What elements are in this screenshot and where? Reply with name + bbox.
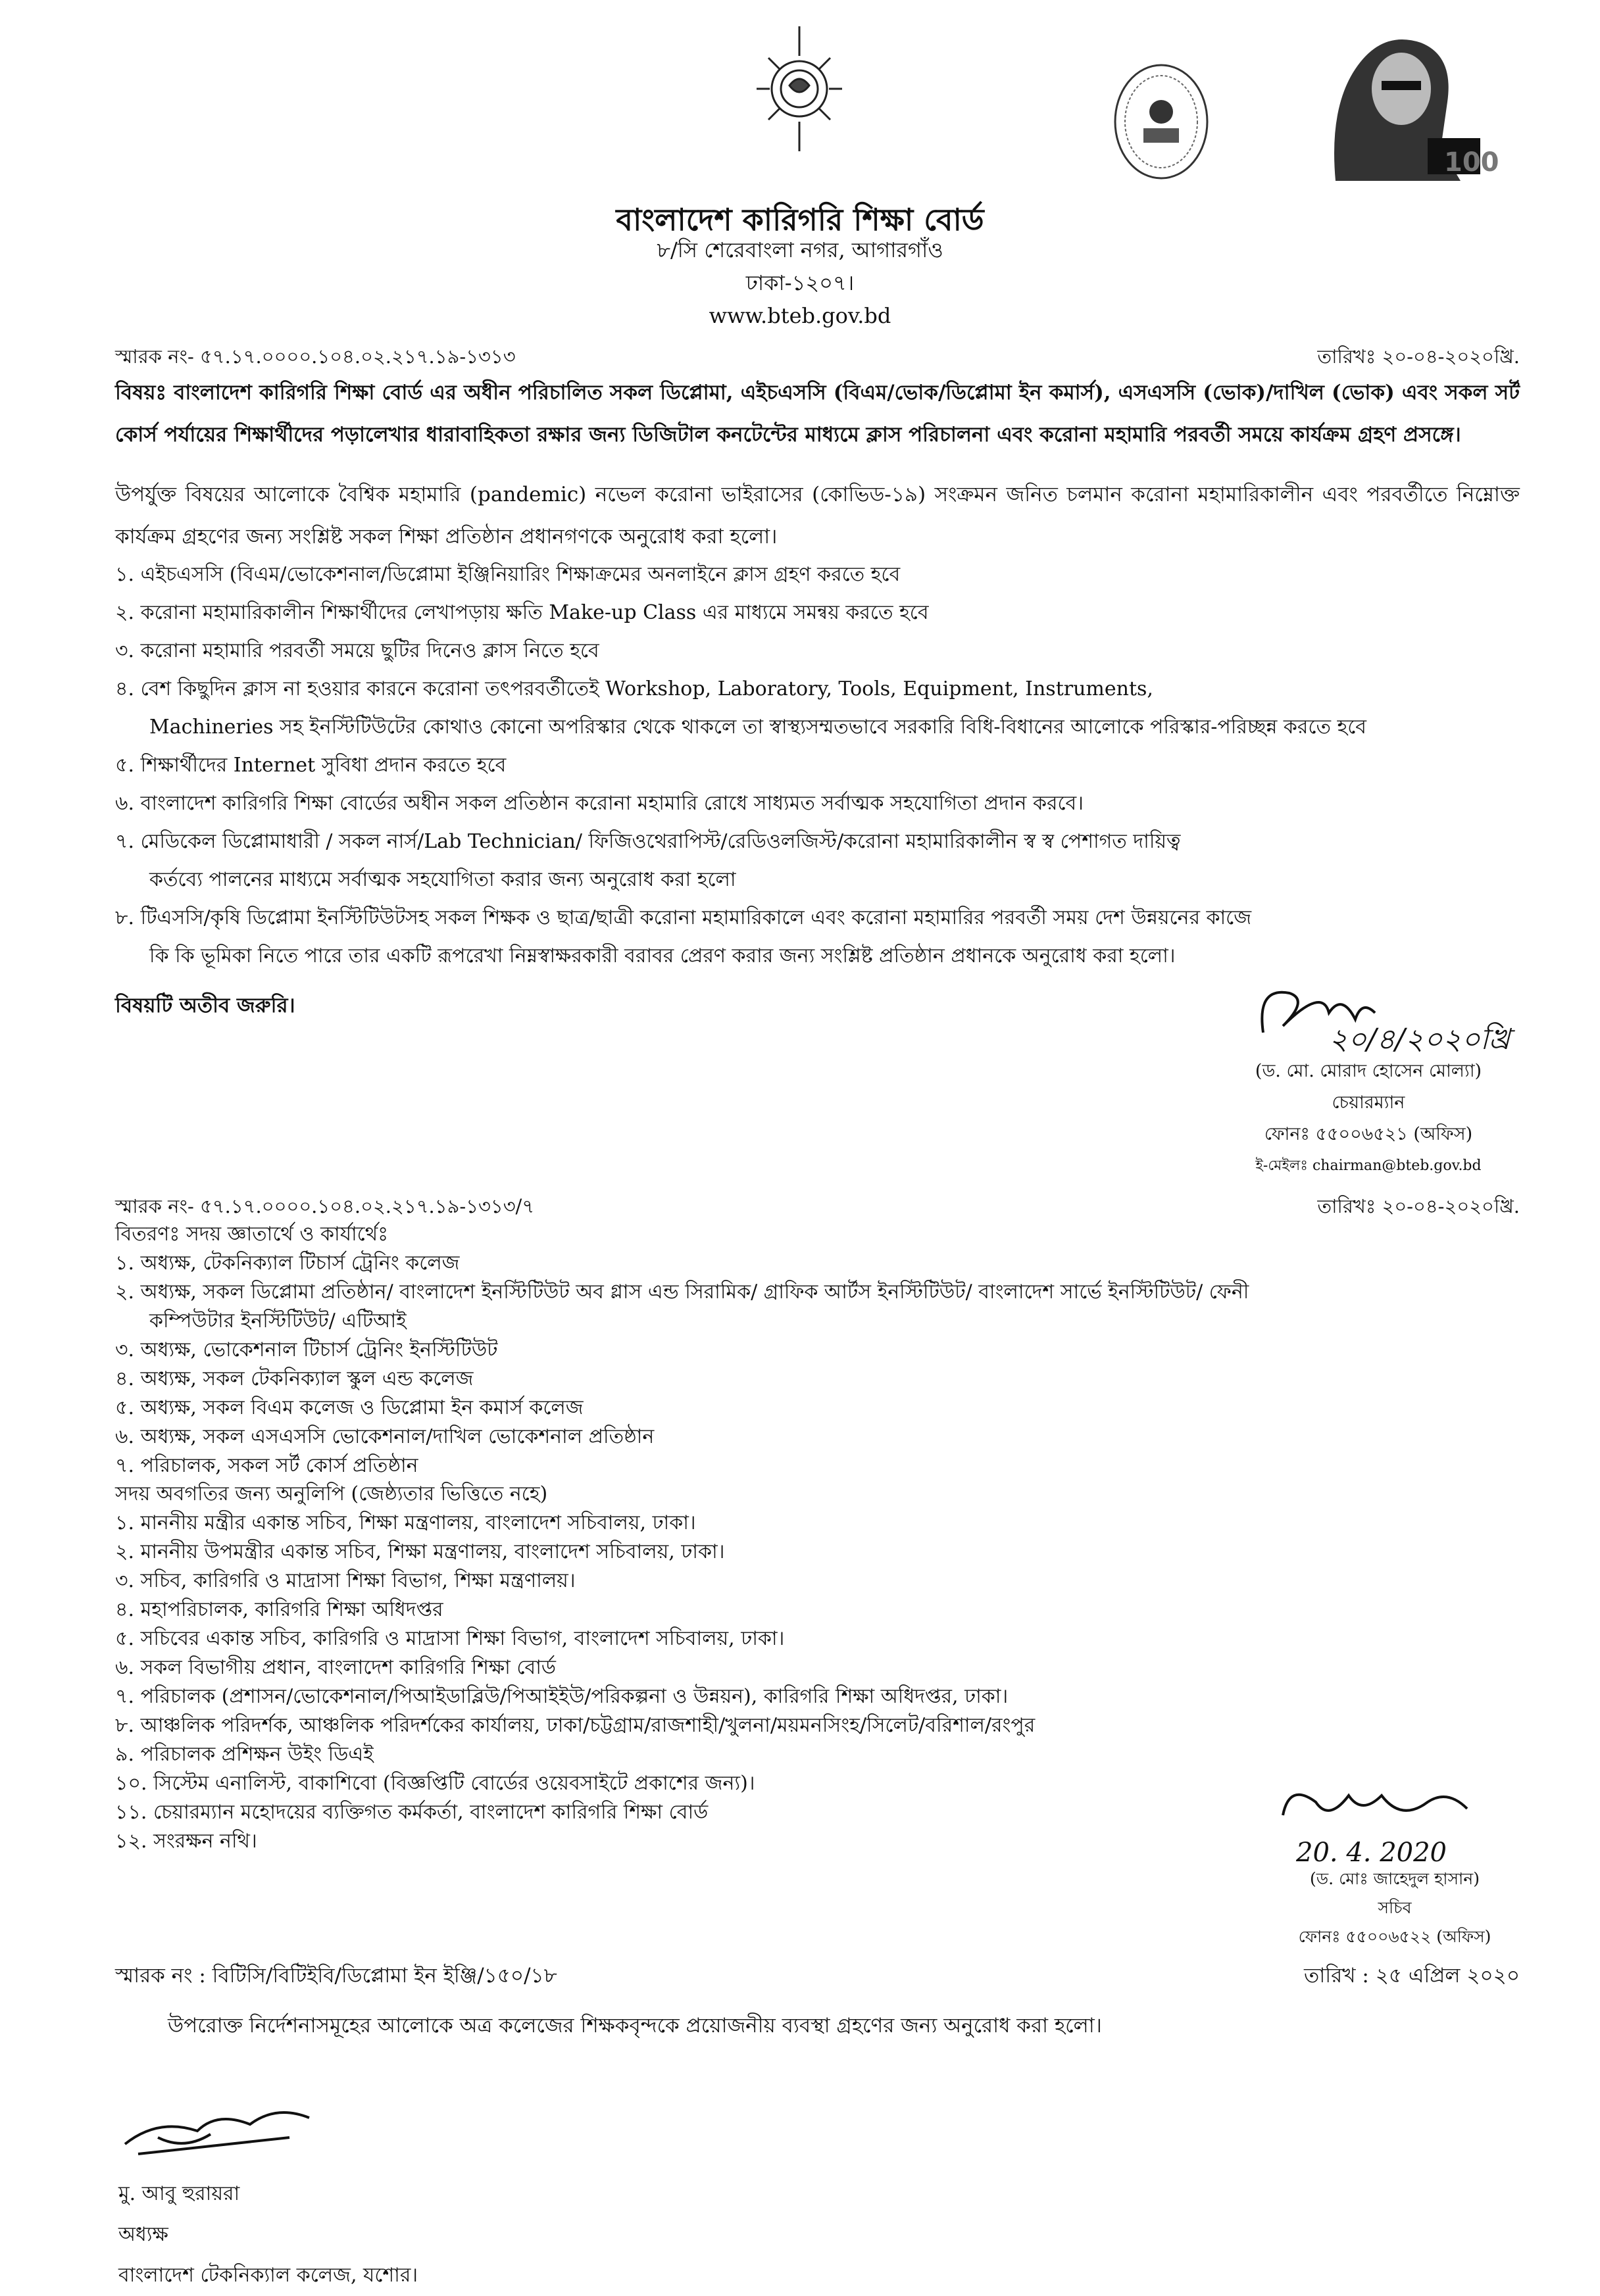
website: www.bteb.gov.bd: [709, 303, 891, 328]
directive-item: ৫. শিক্ষার্থীদের Internet সুবিধা প্রদান করতে হবে: [115, 754, 507, 777]
distribution-item: ৩. অধ্যক্ষ, ভোকেশনাল টিচার্স ট্রেনিং ইনস্টিটিউট: [115, 1338, 498, 1361]
chairman-signature-icon: [1250, 973, 1526, 1059]
distribution-item: ৬. অধ্যক্ষ, সকল এসএসসি ভোকেশনাল/দাখিল ভোকেশনাল প্রতিষ্ঠান: [115, 1425, 655, 1448]
subject: বিষয়ঃ বাংলাদেশ কারিগরি শিক্ষা বোর্ড এর অধীন পরিচালিত সকল ডিপ্লোমা, এইচএসসি (বিএম/ভোক/ডিপ্লোমা ইন কমার্স), এসএসসি (ভোক)/দাখিল (ভোক) এবং সকল সর্ট কোর্স পর্যায়ের শিক্ষার্থীদের পড়ালেখার ধারাবাহিকতা রক্ষার জন্য ডিজিটাল কনটেন্টের মাধ্যমে ক্লাস পরিচালনা এবং করোনা মহামারি পরবর্তী সময়ে কার্যক্রম গ্রহণ প্রসঙ্গে।: [115, 381, 1520, 447]
principal-signature-icon: [118, 2091, 329, 2164]
intro-paragraph: উপর্যুক্ত বিষয়ের আলোকে বৈশ্বিক মহামারি (pandemic) নভেল করোনা ভাইরাসের (কোভিড-১৯) সংক্রমন জনিত চলমান করোনা মহামারিকালীন এবং পরবর্তীতে নিম্নোক্ত কার্যক্রম গ্রহণের জন্য সংশ্লিষ্ট সকল শিক্ষা প্রতিষ্ঠান প্রধানগণকে অনুরোধ করা হলো।: [115, 483, 1520, 549]
secretary-signature-icon: [1270, 1776, 1546, 1874]
signatory-chairman: [1158, 1056, 1579, 1182]
signatory-institution: বাংলাদেশ টেকনিক্যাল কলেজ, যশোর।: [118, 2264, 418, 2287]
email-label: ই-মেইলঃ: [1255, 1158, 1308, 1174]
signatory-email: chairman@bteb.gov.bd: [1312, 1158, 1482, 1174]
bteb-seal-icon: [1112, 62, 1211, 181]
directive-item: ৮. টিএসসি/কৃষি ডিপ্লোমা ইনস্টিটিউটসহ সকল শিক্ষক ও ছাত্র/ছাত্রী করোনা মহামারিকালে এবং করোনা মহামারির পরবর্তী সময় দেশ উন্নয়নের কাজে কি কি ভূমিকা নিতে পারে তার একটি রূপরেখা নিম্নস্বাক্ষরকারী বরাবর প্রেরণ করার জন্য সংশ্লিষ্ট প্রতিষ্ঠান প্রধানকে অনুরোধ করা হলো।: [115, 906, 1252, 967]
directive-list: [115, 556, 1520, 975]
copy-to-item: ৯. পরিচালক প্রশিক্ষন উইং ডিএই: [115, 1743, 374, 1766]
copy-to-item: ১২. সংরক্ষন নথি।: [115, 1830, 257, 1853]
distribution-item: ৫. অধ্যক্ষ, সকল বিএম কলেজ ও ডিপ্লোমা ইন কমার্স কলেজ: [115, 1396, 584, 1419]
svg-text:২০/৪/২০২০খ্রি: ২০/৪/২০২০খ্রি: [1329, 1023, 1511, 1056]
signatory-principal: [118, 2174, 418, 2296]
signatory-phone: ফোনঃ ৫৫০০৬৫২১ (অফিস): [1264, 1124, 1473, 1144]
urgent-note: বিষয়টি অতীব জরুরি।: [115, 994, 295, 1017]
memo-row-1: [115, 342, 1520, 374]
distribution-item: ১. অধ্যক্ষ, টেকনিক্যাল টিচার্স ট্রেনিং কলেজ: [115, 1252, 460, 1275]
memo-number: স্মারক নং- ৫৭.১৭.০০০০.১০৪.০২.২১৭.১৯-১৩১৩: [115, 345, 516, 368]
distribution-list: [115, 1220, 1520, 1480]
memo-date: তারিখ : ২৫ এপ্রিল ২০২০: [1304, 1964, 1520, 1988]
directive-item: ৬. বাংলাদেশ কারিগরি শিক্ষা বোর্ডের অধীন সকল প্রতিষ্ঠান করোনা মহামারি রোধে সাধ্যমত সর্বাত্মক সহযোগিতা প্রদান করবে।: [115, 792, 1084, 815]
signatory-designation: চেয়ারম্যান: [1332, 1092, 1405, 1113]
organization-name: বাংলাদেশ কারিগরি শিক্ষা বোর্ড: [616, 202, 984, 237]
college-note: উপরোক্ত নির্দেশনাসমূহের আলোকে অত্র কলেজের শিক্ষকবৃন্দকে প্রয়োজনীয় ব্যবস্থা গ্রহণের জন্য অনুরোধ করা হলো।: [168, 2014, 1102, 2038]
memo-number: স্মারক নং : বিটিসি/বিটিইবি/ডিপ্লোমা ইন ইঞ্জি/১৫০/১৮: [115, 1964, 557, 1988]
address-line-1: ৮/সি শেরেবাংলা নগর, আগারগাঁও: [657, 237, 943, 262]
signatory-name: মু. আবু হুরায়রা: [118, 2182, 240, 2205]
memo-date: তারিখঃ ২০-০৪-২০২০খ্রি.: [1317, 1195, 1520, 1217]
mujib-borsho-100-logo-icon: [1309, 30, 1507, 181]
svg-text:100: 100: [1444, 147, 1499, 178]
signatory-secretary: [1237, 1865, 1553, 1951]
copy-to-item: ১১. চেয়ারম্যান মহোদয়ের ব্যক্তিগত কর্মকর্তা, বাংলাদেশ কারিগরি শিক্ষা বোর্ড: [115, 1801, 709, 1824]
copy-to-item: ২. মাননীয় উপমন্ত্রীর একান্ত সচিব, শিক্ষা মন্ত্রণালয়, বাংলাদেশ সচিবালয়, ঢাকা।: [115, 1540, 725, 1563]
memo-number: স্মারক নং- ৫৭.১৭.০০০০.১০৪.০২.২১৭.১৯-১৩১৩/৭: [115, 1195, 535, 1217]
memo-row-3: [115, 1960, 1520, 1994]
directive-item: ৪. বেশ কিছুদিন ক্লাস না হওয়ার কারনে করোনা তৎপরবর্তীতেই Workshop, Laboratory, Tools, Equipment, Instruments, Machineries সহ ইনস্টিটিউটের কোথাও কোনো অপরিস্কার থেকে থাকলে তা স্বাস্থ্যসম্মতভাবে সরকারি বিধি-বিধানের আলোকে পরিস্কার-পরিচ্ছন্ন করতে হবে: [115, 677, 1367, 739]
copy-to-item: ৭. পরিচালক (প্রশাসন/ভোকেশনাল/পিআইডাব্লিউ/পিআইইউ/পরিকল্পনা ও উন্নয়ন), কারিগরি শিক্ষা অধিদপ্তর, ঢাকা।: [115, 1685, 1009, 1708]
copy-to-item: ৮. আঞ্চলিক পরিদর্শক, আঞ্চলিক পরিদর্শকের কার্যালয়, ঢাকা/চট্টগ্রাম/রাজশাহী/খুলনা/ময়মনসিংহ/সিলেট/বরিশাল/রংপুর: [115, 1714, 1036, 1737]
svg-text:20. 4. 2020: 20. 4. 2020: [1296, 1838, 1447, 1868]
directive-item: ৩. করোনা মহামারি পরবর্তী সময়ে ছুটির দিনেও ক্লাস নিতে হবে: [115, 639, 599, 662]
signatory-name: (ড. মোঃ জাহেদুল হাসান): [1310, 1869, 1480, 1888]
distribution-item: ২. অধ্যক্ষ, সকল ডিপ্লোমা প্রতিষ্ঠান/ বাংলাদেশ ইনস্টিটিউট অব গ্লাস এন্ড সিরামিক/ গ্রাফিক আর্টস ইনস্টিটিউট/ বাংলাদেশ সার্ভে ইনস্টিটিউট/ ফেনী কম্পিউটার ইনস্টিটিউট/ এটিআই: [115, 1281, 1249, 1332]
copy-to-item: ৪. মহাপরিচালক, কারিগরি শিক্ষা অধিদপ্তর: [115, 1598, 443, 1621]
copy-to-item: ১. মাননীয় মন্ত্রীর একান্ত সচিব, শিক্ষা মন্ত্রণালয়, বাংলাদেশ সচিবালয়, ঢাকা।: [115, 1511, 696, 1534]
signatory-designation: অধ্যক্ষ: [118, 2223, 168, 2246]
directive-item: ২. করোনা মহামারিকালীন শিক্ষার্থীদের লেখাপড়ায় ক্ষতি Make-up Class এর মাধ্যমে সমন্বয় করতে হবে: [115, 601, 929, 624]
signatory-name: (ড. মো. মোরাদ হোসেন মোল্যা): [1255, 1061, 1482, 1081]
address-line-2: ঢাকা-১২০৭।: [745, 270, 855, 295]
copy-to-item: ৩. সচিব, কারিগরি ও মাদ্রাসা শিক্ষা বিভাগ, শিক্ষা মন্ত্রণালয়।: [115, 1569, 576, 1592]
memo-row-2: [115, 1192, 1520, 1224]
memo-date: তারিখঃ ২০-০৪-২০২০খ্রি.: [1317, 345, 1520, 368]
signatory-phone: ফোনঃ ৫৫০০৬৫২২ (অফিস): [1298, 1927, 1491, 1946]
distribution-item: ৭. পরিচালক, সকল সর্ট কোর্স প্রতিষ্ঠান: [115, 1454, 418, 1477]
directive-item: ৭. মেডিকেল ডিপ্লোমাধারী / সকল নার্স/Lab Technician/ ফিজিওথেরাপিস্ট/রেডিওলজিস্ট/করোনা মহামারিকালীন স্ব স্ব পেশাগত দায়িত্ব কর্তব্যে পালনের মাধ্যমে সর্বাত্মক সহযোগিতা করার জন্য অনুরোধ করা হলো: [115, 830, 1181, 891]
copy-to-item: ৫. সচিবের একান্ত সচিব, কারিগরি ও মাদ্রাসা শিক্ষা বিভাগ, বাংলাদেশ সচিবালয়, ঢাকা।: [115, 1627, 785, 1650]
copy-to-item: ১০. সিস্টেম এনালিস্ট, বাকাশিবো (বিজ্ঞপ্তিটি বোর্ডের ওয়েবসাইটে প্রকাশের জন্য)।: [115, 1772, 755, 1795]
distribution-heading: বিতরণঃ সদয় জ্ঞাতার্থে ও কার্যার্থেঃ: [115, 1223, 389, 1246]
copy-to-heading: সদয় অবগতির জন্য অনুলিপি (জেষ্ঠ্যতার ভিত্তিতে নহে): [115, 1482, 548, 1505]
copy-to-item: ৬. সকল বিভাগীয় প্রধান, বাংলাদেশ কারিগরি শিক্ষা বোর্ড: [115, 1656, 557, 1679]
signatory-designation: সচিব: [1378, 1898, 1412, 1917]
distribution-item: ৪. অধ্যক্ষ, সকল টেকনিক্যাল স্কুল এন্ড কলেজ: [115, 1367, 474, 1390]
directive-item: ১. এইচএসসি (বিএম/ভোকেশনাল/ডিপ্লোমা ইঞ্জিনিয়ারিং শিক্ষাক্রমের অনলাইনে ক্লাস গ্রহণ করতে হবে: [115, 563, 901, 586]
government-emblem-icon: [750, 20, 849, 158]
